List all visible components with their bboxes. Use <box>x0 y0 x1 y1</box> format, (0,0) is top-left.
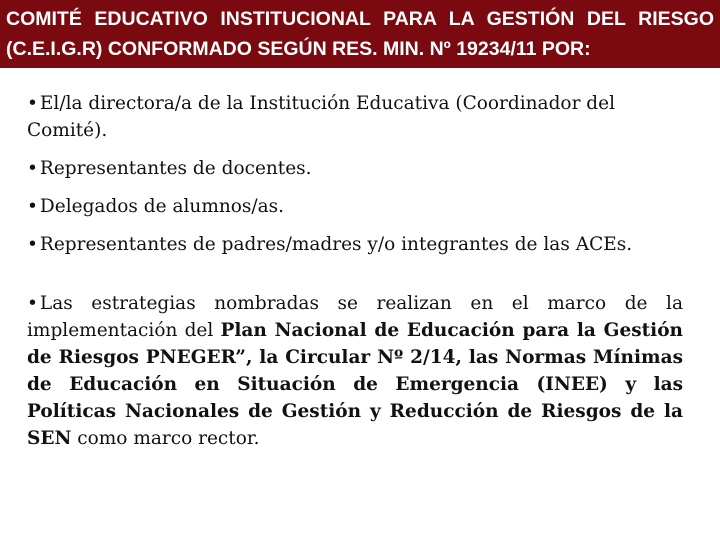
content-body <box>27 90 683 463</box>
final-suffix: como marco rector. <box>71 428 260 449</box>
bullet-icon: • <box>27 93 38 114</box>
title-line-2: (C.E.I.G.R) CONFORMADO SEGÚN RES. MIN. Nº 19234/11 POR: <box>6 38 591 60</box>
title-line-1: COMITÉ EDUCATIVO INSTITUCIONAL PARA LA GESTIÓN DEL RIESGO <box>6 8 714 30</box>
list-item: • Delegados de alumnos/as. <box>27 196 285 217</box>
final-prefix: Las estrategias nombradas se realizan en el marco de la implementación del <box>27 293 683 341</box>
list-item: • Representantes de docentes. <box>27 158 312 179</box>
list-item: • Representantes de padres/madres y/o integrantes de las ACEs. <box>27 234 633 255</box>
bullet-icon: • <box>27 234 38 255</box>
bullet-icon: • <box>27 158 38 179</box>
slide-title <box>0 0 720 68</box>
final-paragraph <box>27 290 683 452</box>
list-item: • El/la directora/a de la Institución Educativa (Coordinador del Comité). <box>27 93 616 141</box>
bullet-icon: • <box>27 293 38 314</box>
final-bold-part: Plan Nacional de Educación para la Gestión de Riesgos PNEGER”, la Circular Nº 2/14, las Normas Mínimas de Educación en Situación de Emergencia (INEE) y las Políticas Nacionales de Gestión y Reducción de Riesgos de la SEN <box>27 320 683 449</box>
bullet-icon: • <box>27 196 38 217</box>
